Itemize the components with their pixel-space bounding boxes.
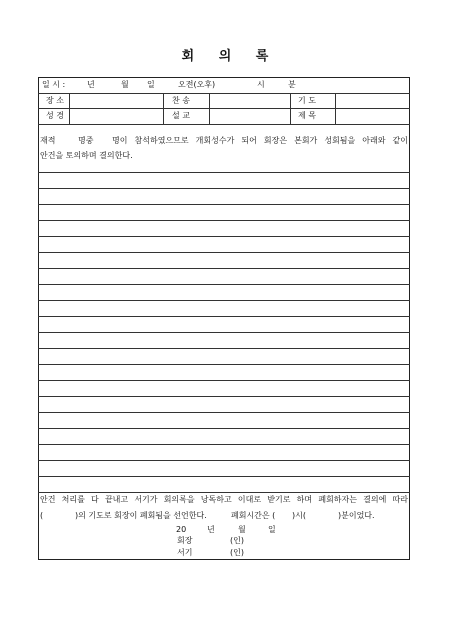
- ruled-line: [38, 172, 410, 173]
- ruled-line: [38, 428, 410, 429]
- ruled-line: [38, 268, 410, 269]
- datetime-year: 년: [87, 80, 95, 89]
- ruled-line: [38, 444, 410, 445]
- datetime-hour: 시: [257, 80, 265, 89]
- closing-date-century: 20: [176, 525, 187, 534]
- opening-among: 명중: [78, 136, 94, 145]
- closing-line2-part: )시(: [292, 511, 306, 520]
- ruled-line: [38, 476, 410, 477]
- opening-line1: 명이 참석하였으므로 개회성수가 되어 회장은 본회가 성회됨을 아래와 같이: [112, 136, 408, 145]
- ruled-line: [38, 332, 410, 333]
- ruled-line: [38, 380, 410, 381]
- ruled-line: [38, 316, 410, 317]
- opening-enrolled: 재적: [40, 136, 56, 145]
- sermon-label: 설 교: [172, 111, 190, 120]
- ruled-line: [38, 124, 410, 125]
- ruled-line: [38, 348, 410, 349]
- ruled-line: [38, 492, 410, 493]
- president-seal: (인): [230, 536, 244, 545]
- document-title: 회 의 록: [181, 49, 279, 64]
- closing-line2-part: (: [40, 511, 44, 520]
- secretary-label: 서기: [177, 548, 193, 557]
- datetime-minute: 분: [288, 80, 296, 89]
- ruled-line: [38, 460, 410, 461]
- ruled-line: [38, 93, 410, 94]
- info-divider: [209, 93, 210, 124]
- ruled-line: [38, 220, 410, 221]
- closing-date-month: 월: [238, 525, 246, 534]
- ruled-line: [38, 108, 410, 109]
- secretary-seal: (인): [230, 548, 244, 557]
- ruled-line: [38, 284, 410, 285]
- subject-label: 제 목: [298, 111, 316, 120]
- ruled-line: [38, 300, 410, 301]
- datetime-day: 일: [147, 80, 155, 89]
- datetime-month: 월: [121, 80, 129, 89]
- info-divider: [335, 93, 336, 124]
- closing-date-day: 일: [268, 525, 276, 534]
- form-frame: [38, 77, 410, 560]
- hymn-label: 찬 송: [172, 96, 190, 105]
- closing-line2-part: 폐회시간은 (: [231, 511, 276, 520]
- ruled-line: [38, 412, 410, 413]
- info-divider: [69, 93, 70, 124]
- closing-line1: 안건 처리를 다 끝내고 서기가 회의록을 낭독하고 이대로 받기로 하며 폐회하자는 결의에 따라: [40, 495, 408, 504]
- scripture-label: 성 경: [46, 111, 64, 120]
- closing-line2-part: )의 기도로 회장이 폐회됨을 선언한다.: [75, 511, 207, 520]
- info-divider: [163, 93, 164, 124]
- info-divider: [290, 93, 291, 124]
- closing-date-year: 년: [207, 525, 215, 534]
- president-label: 회장: [177, 536, 193, 545]
- ruled-line: [38, 364, 410, 365]
- ruled-line: [38, 188, 410, 189]
- datetime-label: 일 시 :: [42, 80, 66, 89]
- prayer-label: 기 도: [298, 96, 316, 105]
- closing-line2-part: )분이었다.: [338, 511, 375, 520]
- opening-line2: 안건을 토의하며 결의한다.: [40, 151, 133, 160]
- ruled-line: [38, 396, 410, 397]
- place-label: 장 소: [46, 96, 64, 105]
- ruled-line: [38, 252, 410, 253]
- datetime-period: 오전(오후): [178, 80, 216, 89]
- ruled-line: [38, 236, 410, 237]
- ruled-line: [38, 204, 410, 205]
